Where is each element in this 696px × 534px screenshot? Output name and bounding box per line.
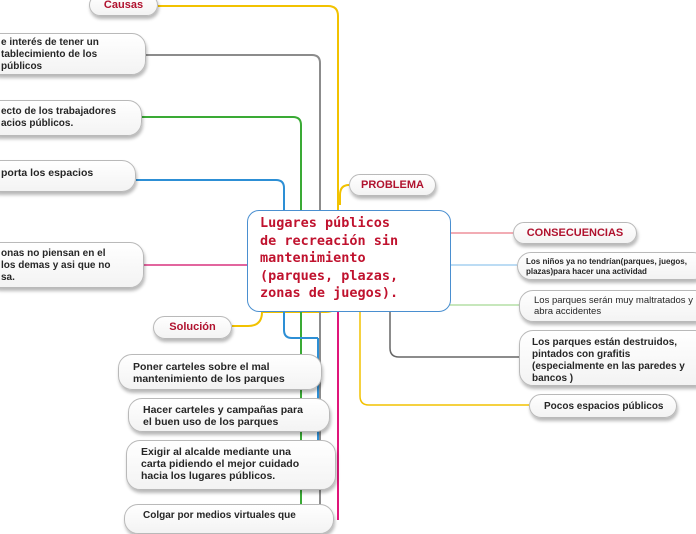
consequence-line: Los parques serán muy maltratados y: [534, 295, 693, 306]
consequence-line: Pocos espacios públicos: [544, 401, 664, 412]
consequence-line: pintados con grafitis: [532, 349, 631, 360]
connector-solucion: [232, 312, 262, 326]
cause-node-3[interactable]: [0, 160, 136, 192]
consecuencias-label: CONSECUENCIAS: [526, 227, 624, 239]
central-topic-line: zonas de juegos).: [260, 285, 399, 301]
solution-node-1[interactable]: [118, 354, 322, 390]
central-topic-line: Lugares públicos: [260, 215, 391, 231]
central-topic-line: de recreación sin: [260, 232, 399, 249]
consequence-line: Los niños ya no tendrían(parques, juegos,: [526, 257, 687, 266]
solution-node-3[interactable]: [126, 440, 336, 490]
solucion-label: Solución: [169, 321, 216, 333]
cause-line: públicos: [1, 61, 43, 72]
solution-node-4[interactable]: [124, 504, 334, 534]
consequence-node-2[interactable]: [519, 290, 696, 322]
consequence-node-1[interactable]: [517, 252, 696, 280]
solution-line: el buen uso de los parques: [143, 416, 279, 428]
consequence-line: abra accidentes: [534, 306, 602, 317]
solution-line: Poner carteles sobre el mal: [133, 361, 270, 373]
consequence-line: bancos ): [532, 373, 574, 384]
cause-line: acios públicos.: [1, 118, 74, 129]
cause-node-2[interactable]: [0, 100, 142, 136]
cause-node-4[interactable]: [0, 242, 144, 288]
cause-line: e interés de tener un: [1, 37, 99, 48]
connector-cons3: [390, 312, 519, 357]
central-topic-line: mantenimiento: [260, 250, 366, 266]
consequence-line: (especialmente en las paredes y: [532, 361, 685, 372]
solution-line: Exigir al alcalde mediante una: [141, 446, 291, 458]
connector-problema: [340, 185, 349, 205]
cause-line: onas no piensan en el: [1, 248, 106, 259]
consecuencias-node[interactable]: [513, 222, 637, 244]
central-topic[interactable]: [247, 210, 451, 312]
solution-line: Colgar por medios virtuales que: [143, 510, 296, 521]
cause-line: porta los espacios: [1, 167, 94, 179]
solution-line: hacia los lugares públicos.: [141, 470, 276, 482]
solution-line: mantenimiento de los parques: [133, 373, 285, 385]
cause-line: ecto de los trabajadores: [1, 106, 117, 117]
consequence-node-3[interactable]: [519, 330, 696, 386]
cause-line: tablecimiento de los: [1, 49, 98, 60]
causas-node[interactable]: [89, 0, 158, 16]
consequence-node-4[interactable]: [529, 394, 677, 418]
causas-label: Causas: [103, 0, 144, 11]
consequence-line: plazas)para hacer una actividad: [526, 267, 647, 276]
problema-label: PROBLEMA: [361, 179, 424, 191]
cause-line: los demas y asi que no: [1, 260, 111, 271]
cause-line: sa.: [1, 272, 15, 283]
problema-node[interactable]: [349, 174, 436, 196]
solucion-node[interactable]: [153, 316, 232, 339]
central-topic-line: (parques, plazas,: [260, 267, 399, 284]
solution-line: carta pidiendo el mejor cuidado: [141, 458, 300, 470]
cause-node-1[interactable]: [0, 33, 146, 75]
solution-line: Hacer carteles y campañas para: [143, 404, 303, 416]
connector-cons4: [360, 312, 529, 405]
consequence-line: Los parques están destruidos,: [532, 337, 678, 348]
solution-node-2[interactable]: [128, 398, 330, 432]
